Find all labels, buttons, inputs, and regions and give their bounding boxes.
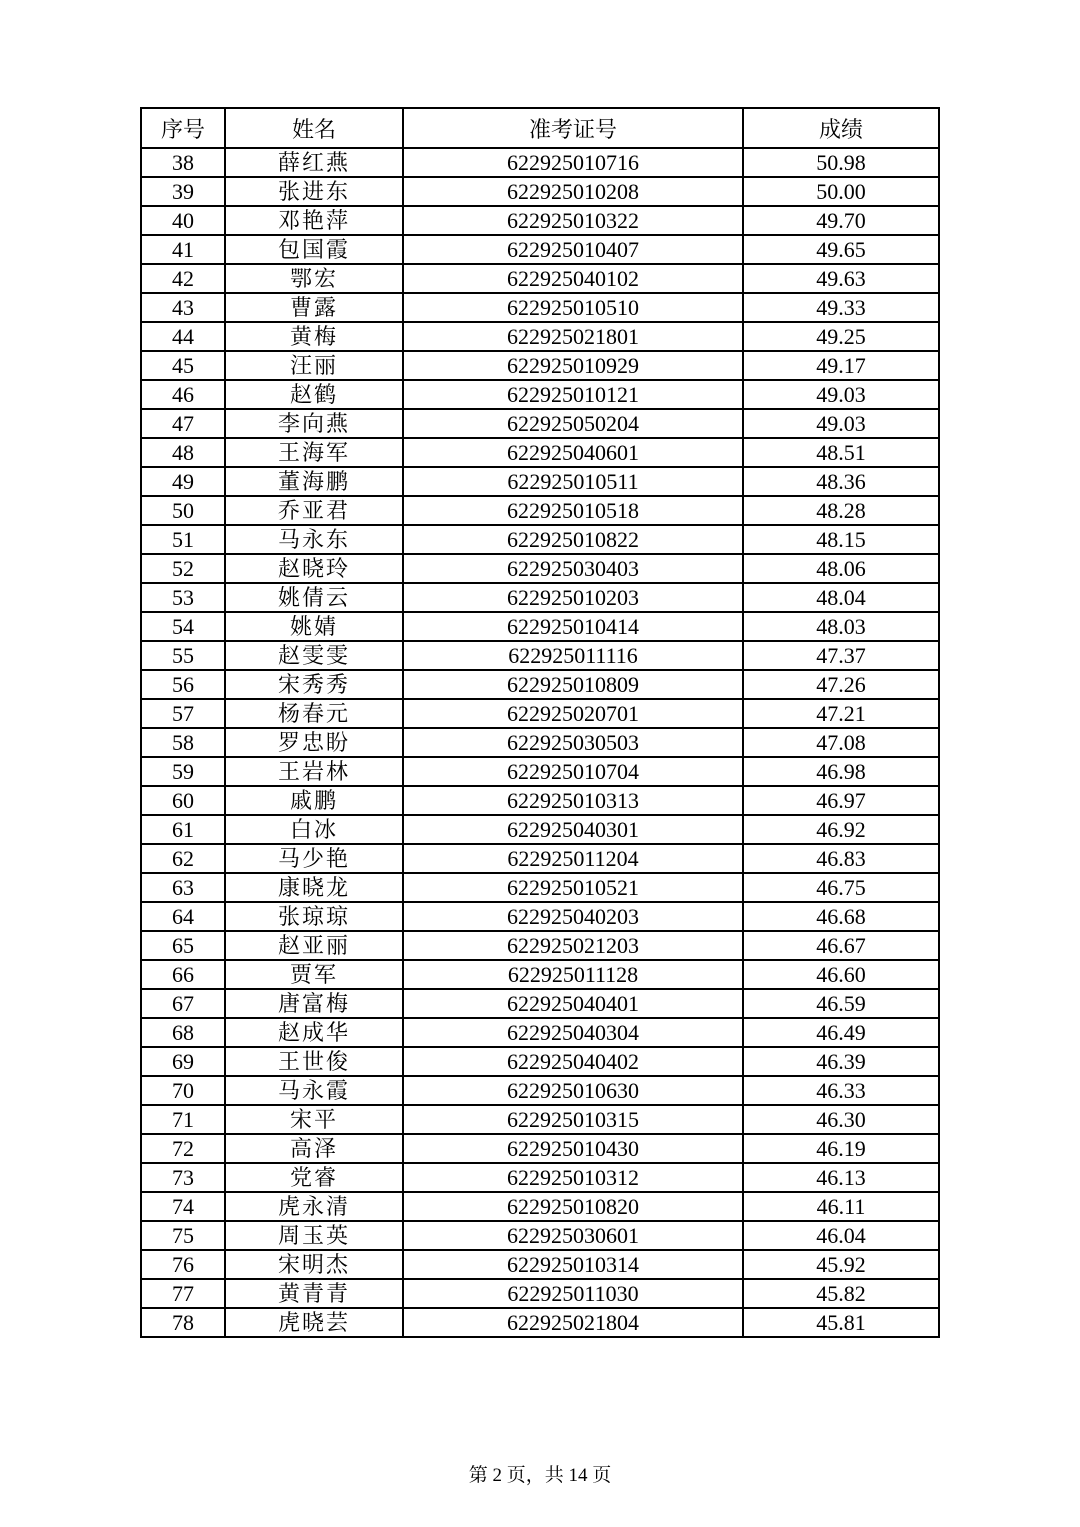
table-row — [141, 699, 939, 728]
score-cell: 49.65 — [743, 235, 939, 264]
table-row — [141, 1221, 939, 1250]
exam-no-cell: 622925010430 — [403, 1134, 743, 1163]
seq-cell: 50 — [141, 496, 225, 525]
exam-no-cell: 622925010208 — [403, 177, 743, 206]
name-cell: 黄青青 — [225, 1279, 403, 1308]
table-row — [141, 1134, 939, 1163]
exam-no-cell: 622925021203 — [403, 931, 743, 960]
score-cell: 48.15 — [743, 525, 939, 554]
name-cell: 鄂宏 — [225, 264, 403, 293]
name-cell: 虎永清 — [225, 1192, 403, 1221]
table-row — [141, 177, 939, 206]
name-cell: 李向燕 — [225, 409, 403, 438]
name-cell: 薛红燕 — [225, 148, 403, 177]
score-cell: 46.98 — [743, 757, 939, 786]
score-cell: 46.92 — [743, 815, 939, 844]
seq-cell: 43 — [141, 293, 225, 322]
name-cell: 张琼琼 — [225, 902, 403, 931]
seq-cell: 55 — [141, 641, 225, 670]
table-row — [141, 1192, 939, 1221]
seq-cell: 65 — [141, 931, 225, 960]
name-cell: 曹露 — [225, 293, 403, 322]
table-row — [141, 322, 939, 351]
score-cell: 48.51 — [743, 438, 939, 467]
seq-cell: 56 — [141, 670, 225, 699]
score-cell: 46.97 — [743, 786, 939, 815]
table-body — [141, 148, 939, 1337]
name-cell: 赵亚丽 — [225, 931, 403, 960]
table-row — [141, 612, 939, 641]
exam-no-cell: 622925040402 — [403, 1047, 743, 1076]
seq-cell: 59 — [141, 757, 225, 786]
header-score: 成绩 — [743, 108, 939, 148]
score-cell: 49.03 — [743, 409, 939, 438]
table-row — [141, 293, 939, 322]
seq-cell: 40 — [141, 206, 225, 235]
score-cell: 49.03 — [743, 380, 939, 409]
exam-no-cell: 622925040301 — [403, 815, 743, 844]
score-cell: 49.25 — [743, 322, 939, 351]
exam-no-cell: 622925010820 — [403, 1192, 743, 1221]
seq-cell: 70 — [141, 1076, 225, 1105]
table-row — [141, 467, 939, 496]
table-row — [141, 554, 939, 583]
exam-no-cell: 622925030503 — [403, 728, 743, 757]
seq-cell: 61 — [141, 815, 225, 844]
score-cell: 46.11 — [743, 1192, 939, 1221]
exam-no-cell: 622925040304 — [403, 1018, 743, 1047]
score-cell: 48.04 — [743, 583, 939, 612]
seq-cell: 67 — [141, 989, 225, 1018]
exam-no-cell: 622925010314 — [403, 1250, 743, 1279]
name-cell: 王世俊 — [225, 1047, 403, 1076]
seq-cell: 69 — [141, 1047, 225, 1076]
score-cell: 48.06 — [743, 554, 939, 583]
exam-no-cell: 622925020701 — [403, 699, 743, 728]
name-cell: 赵雯雯 — [225, 641, 403, 670]
exam-no-cell: 622925010322 — [403, 206, 743, 235]
score-cell: 49.17 — [743, 351, 939, 380]
table-row — [141, 786, 939, 815]
table-row — [141, 1308, 939, 1337]
name-cell: 杨春元 — [225, 699, 403, 728]
seq-cell: 53 — [141, 583, 225, 612]
table-row — [141, 989, 939, 1018]
name-cell: 党睿 — [225, 1163, 403, 1192]
page-footer: 第 2 页，共 14 页 — [468, 1465, 612, 1486]
name-cell: 马少艳 — [225, 844, 403, 873]
name-cell: 唐富梅 — [225, 989, 403, 1018]
table-row — [141, 873, 939, 902]
score-cell: 46.83 — [743, 844, 939, 873]
name-cell: 赵成华 — [225, 1018, 403, 1047]
table-row — [141, 670, 939, 699]
name-cell: 宋平 — [225, 1105, 403, 1134]
exam-no-cell: 622925011116 — [403, 641, 743, 670]
exam-no-cell: 622925040102 — [403, 264, 743, 293]
name-cell: 白冰 — [225, 815, 403, 844]
score-cell: 47.26 — [743, 670, 939, 699]
seq-cell: 74 — [141, 1192, 225, 1221]
score-cell: 48.36 — [743, 467, 939, 496]
name-cell: 董海鹏 — [225, 467, 403, 496]
name-cell: 王海军 — [225, 438, 403, 467]
score-cell: 46.13 — [743, 1163, 939, 1192]
seq-cell: 60 — [141, 786, 225, 815]
exam-no-cell: 622925030403 — [403, 554, 743, 583]
name-cell: 张进东 — [225, 177, 403, 206]
table-row — [141, 438, 939, 467]
name-cell: 姚倩云 — [225, 583, 403, 612]
exam-no-cell: 622925021804 — [403, 1308, 743, 1337]
score-cell: 46.04 — [743, 1221, 939, 1250]
name-cell: 周玉英 — [225, 1221, 403, 1250]
header-exam-no: 准考证号 — [403, 108, 743, 148]
exam-no-cell: 622925010510 — [403, 293, 743, 322]
table-row — [141, 206, 939, 235]
seq-cell: 38 — [141, 148, 225, 177]
name-cell: 黄梅 — [225, 322, 403, 351]
table-row — [141, 815, 939, 844]
exam-no-cell: 622925050204 — [403, 409, 743, 438]
table-row — [141, 1018, 939, 1047]
exam-no-cell: 622925040203 — [403, 902, 743, 931]
name-cell: 包国霞 — [225, 235, 403, 264]
seq-cell: 45 — [141, 351, 225, 380]
score-cell: 46.75 — [743, 873, 939, 902]
table-row — [141, 1250, 939, 1279]
exam-no-cell: 622925010313 — [403, 786, 743, 815]
score-cell: 46.60 — [743, 960, 939, 989]
table-row — [141, 1076, 939, 1105]
exam-no-cell: 622925010203 — [403, 583, 743, 612]
score-cell: 46.59 — [743, 989, 939, 1018]
table-row — [141, 351, 939, 380]
seq-cell: 54 — [141, 612, 225, 641]
table-row — [141, 235, 939, 264]
table-row — [141, 264, 939, 293]
table-row — [141, 380, 939, 409]
seq-cell: 46 — [141, 380, 225, 409]
seq-cell: 77 — [141, 1279, 225, 1308]
name-cell: 姚婧 — [225, 612, 403, 641]
score-cell: 46.68 — [743, 902, 939, 931]
exam-no-cell: 622925040401 — [403, 989, 743, 1018]
score-cell: 49.63 — [743, 264, 939, 293]
table-row — [141, 1279, 939, 1308]
name-cell: 戚鹏 — [225, 786, 403, 815]
score-cell: 48.03 — [743, 612, 939, 641]
score-cell: 50.00 — [743, 177, 939, 206]
table-row — [141, 844, 939, 873]
exam-no-cell: 622925011204 — [403, 844, 743, 873]
header-row — [141, 108, 939, 148]
table-row — [141, 931, 939, 960]
table-row — [141, 525, 939, 554]
score-cell: 48.28 — [743, 496, 939, 525]
exam-no-cell: 622925030601 — [403, 1221, 743, 1250]
seq-cell: 73 — [141, 1163, 225, 1192]
table-row — [141, 496, 939, 525]
seq-cell: 58 — [141, 728, 225, 757]
table-row — [141, 960, 939, 989]
score-cell: 46.30 — [743, 1105, 939, 1134]
exam-no-cell: 622925010704 — [403, 757, 743, 786]
exam-no-cell: 622925040601 — [403, 438, 743, 467]
seq-cell: 68 — [141, 1018, 225, 1047]
score-cell: 47.37 — [743, 641, 939, 670]
score-cell: 46.49 — [743, 1018, 939, 1047]
name-cell: 宋明杰 — [225, 1250, 403, 1279]
seq-cell: 63 — [141, 873, 225, 902]
name-cell: 高泽 — [225, 1134, 403, 1163]
table-row — [141, 728, 939, 757]
table-row — [141, 757, 939, 786]
exam-no-cell: 622925011030 — [403, 1279, 743, 1308]
seq-cell: 62 — [141, 844, 225, 873]
table-row — [141, 1163, 939, 1192]
seq-cell: 66 — [141, 960, 225, 989]
seq-cell: 44 — [141, 322, 225, 351]
score-cell: 49.70 — [743, 206, 939, 235]
exam-no-cell: 622925010407 — [403, 235, 743, 264]
seq-cell: 39 — [141, 177, 225, 206]
name-cell: 宋秀秀 — [225, 670, 403, 699]
name-cell: 赵晓玲 — [225, 554, 403, 583]
exam-no-cell: 622925010809 — [403, 670, 743, 699]
score-cell: 46.39 — [743, 1047, 939, 1076]
seq-cell: 72 — [141, 1134, 225, 1163]
score-cell: 50.98 — [743, 148, 939, 177]
exam-no-cell: 622925021801 — [403, 322, 743, 351]
score-table — [140, 107, 940, 1338]
exam-no-cell: 622925010929 — [403, 351, 743, 380]
name-cell: 贾军 — [225, 960, 403, 989]
name-cell: 王岩林 — [225, 757, 403, 786]
name-cell: 马永霞 — [225, 1076, 403, 1105]
exam-no-cell: 622925010511 — [403, 467, 743, 496]
header-name: 姓名 — [225, 108, 403, 148]
table-row — [141, 148, 939, 177]
score-cell: 47.08 — [743, 728, 939, 757]
table-row — [141, 409, 939, 438]
seq-cell: 75 — [141, 1221, 225, 1250]
score-cell: 47.21 — [743, 699, 939, 728]
seq-cell: 78 — [141, 1308, 225, 1337]
exam-no-cell: 622925010518 — [403, 496, 743, 525]
header-seq: 序号 — [141, 108, 225, 148]
exam-no-cell: 622925010716 — [403, 148, 743, 177]
seq-cell: 51 — [141, 525, 225, 554]
seq-cell: 57 — [141, 699, 225, 728]
seq-cell: 52 — [141, 554, 225, 583]
score-cell: 46.67 — [743, 931, 939, 960]
name-cell: 罗忠盼 — [225, 728, 403, 757]
exam-no-cell: 622925010315 — [403, 1105, 743, 1134]
name-cell: 赵鹤 — [225, 380, 403, 409]
name-cell: 乔亚君 — [225, 496, 403, 525]
table-row — [141, 1047, 939, 1076]
exam-no-cell: 622925010521 — [403, 873, 743, 902]
table-row — [141, 902, 939, 931]
seq-cell: 71 — [141, 1105, 225, 1134]
score-cell: 45.82 — [743, 1279, 939, 1308]
seq-cell: 41 — [141, 235, 225, 264]
name-cell: 马永东 — [225, 525, 403, 554]
seq-cell: 64 — [141, 902, 225, 931]
table-row — [141, 583, 939, 612]
seq-cell: 42 — [141, 264, 225, 293]
score-cell: 49.33 — [743, 293, 939, 322]
name-cell: 虎晓芸 — [225, 1308, 403, 1337]
exam-no-cell: 622925010312 — [403, 1163, 743, 1192]
seq-cell: 49 — [141, 467, 225, 496]
table-row — [141, 641, 939, 670]
score-cell: 45.92 — [743, 1250, 939, 1279]
name-cell: 汪丽 — [225, 351, 403, 380]
score-cell: 46.19 — [743, 1134, 939, 1163]
table-row — [141, 1105, 939, 1134]
score-cell: 45.81 — [743, 1308, 939, 1337]
exam-no-cell: 622925010630 — [403, 1076, 743, 1105]
exam-no-cell: 622925010414 — [403, 612, 743, 641]
exam-no-cell: 622925011128 — [403, 960, 743, 989]
seq-cell: 47 — [141, 409, 225, 438]
exam-no-cell: 622925010121 — [403, 380, 743, 409]
name-cell: 康晓龙 — [225, 873, 403, 902]
name-cell: 邓艳萍 — [225, 206, 403, 235]
score-cell: 46.33 — [743, 1076, 939, 1105]
seq-cell: 48 — [141, 438, 225, 467]
exam-no-cell: 622925010822 — [403, 525, 743, 554]
seq-cell: 76 — [141, 1250, 225, 1279]
